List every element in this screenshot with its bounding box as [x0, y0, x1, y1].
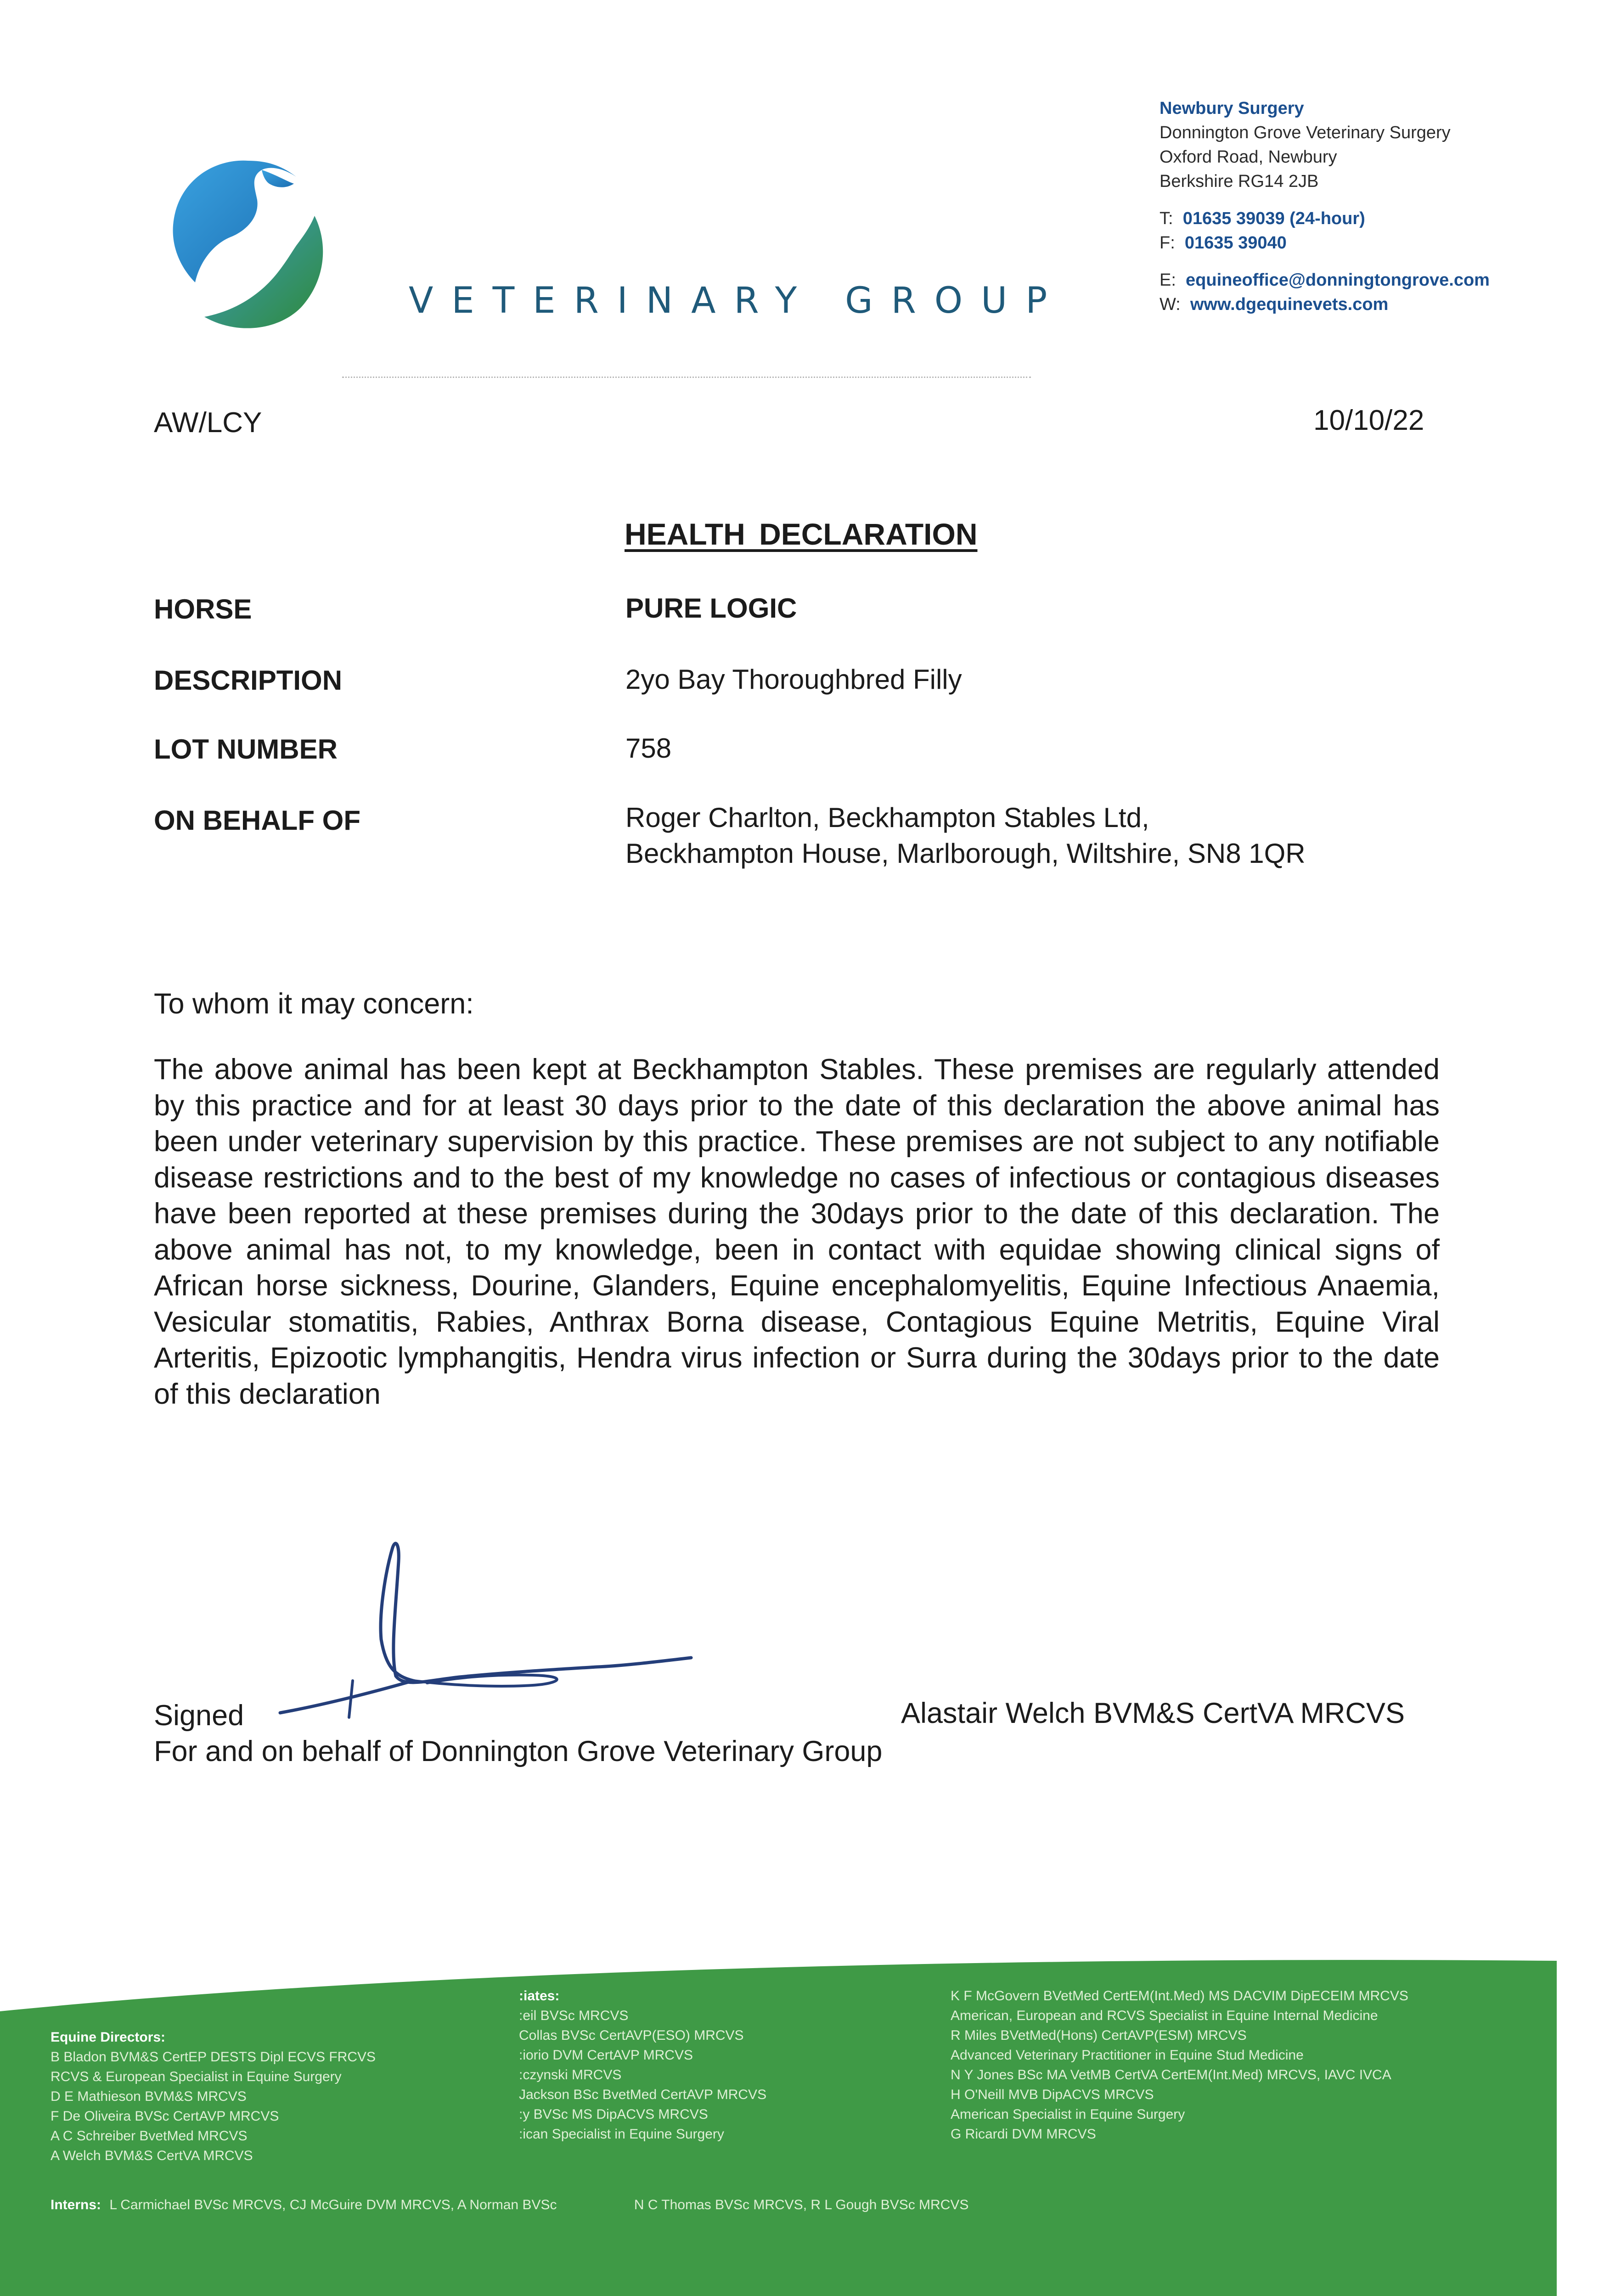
address-line-1: Donnington Grove Veterinary Surgery	[1160, 123, 1451, 142]
associate-1: :eil BVSc MRCVS	[519, 2008, 629, 2023]
telephone-number: 01635 39039 (24-hour)	[1182, 209, 1365, 228]
reference: AW/LCY	[154, 407, 262, 439]
contact-block	[1160, 96, 1564, 317]
document-date: 10/10/22	[1313, 405, 1424, 436]
handwritten-signature	[276, 1529, 698, 1727]
associate-3: :iorio DVM CertAVP MRCVS	[519, 2048, 693, 2063]
associate-8: K F McGovern BVetMed CertEM(Int.Med) MS DACVIM DipECEIM MRCVS	[951, 1988, 1408, 2003]
on-behalf-of-label: ON BEHALF OF	[154, 805, 360, 836]
description-label: DESCRIPTION	[154, 665, 343, 696]
interns-list-1: L Carmichael BVSc MRCVS, CJ McGuire DVM MRCVS, A Norman BVSc	[109, 2197, 557, 2212]
horse-label: HORSE	[154, 594, 252, 625]
salutation: To whom it may concern:	[154, 988, 474, 1020]
on-behalf-of-line-1: Roger Charlton, Beckhampton Stables Ltd,	[625, 802, 1149, 833]
web-line: W: www.dgequinevets.com	[1160, 295, 1389, 314]
veterinary-group-logo	[163, 156, 342, 335]
associate-10: N Y Jones BSc MA VetMB CertVA CertEM(Int.Med) MRCVS, IAVC IVCA	[951, 2067, 1391, 2082]
director-1: B Bladon BVM&S CertEP DESTS Dipl ECVS FRCVS	[51, 2049, 376, 2065]
director-2: D E Mathieson BVM&S MRCVS	[51, 2089, 247, 2104]
lot-number-label: LOT NUMBER	[154, 734, 338, 765]
fax-number: 01635 39040	[1184, 233, 1287, 253]
director-4: A C Schreiber BvetMed MRCVS	[51, 2128, 248, 2144]
director-5: A Welch BVM&S CertVA MRCVS	[51, 2148, 253, 2163]
associate-8-specialty: American, European and RCVS Specialist in Equine Internal Medicine	[951, 2008, 1378, 2023]
associate-5: Jackson BSc BvetMed CertAVP MRCVS	[519, 2087, 767, 2102]
footer-associates	[519, 1986, 877, 2144]
associate-11-specialty: American Specialist in Equine Surgery	[951, 2107, 1185, 2122]
telephone-line: T: 01635 39039 (24-hour)	[1160, 209, 1365, 228]
director-1-specialty: RCVS & European Specialist in Equine Surgery	[51, 2069, 342, 2084]
address-line-2: Oxford Road, Newbury	[1160, 147, 1337, 167]
email-line: E: equineoffice@donningtongrove.com	[1160, 270, 1490, 290]
associate-9-specialty: Advanced Veterinary Practitioner in Equine Stud Medicine	[951, 2048, 1304, 2063]
on-behalf-line: For and on behalf of Donnington Grove Veterinary Group	[154, 1735, 883, 1767]
document-title: HEALTH DECLARATION	[625, 517, 978, 551]
horse-value: PURE LOGIC	[625, 593, 797, 624]
on-behalf-of-line-2: Beckhampton House, Marlborough, Wiltshire, SN8 1QR	[625, 838, 1306, 869]
website-link[interactable]: www.dgequinevets.com	[1190, 295, 1389, 314]
associate-11: H O'Neill MVB DipACVS MRCVS	[951, 2087, 1154, 2102]
description-value: 2yo Bay Thoroughbred Filly	[625, 664, 962, 695]
directors-heading: Equine Directors:	[51, 2030, 166, 2045]
on-behalf-of-value	[625, 800, 1306, 872]
practice-name: Newbury Surgery	[1160, 99, 1304, 118]
director-3: F De Oliveira BVSc CertAVP MRCVS	[51, 2109, 279, 2124]
associate-9: R Miles BVetMed(Hons) CertAVP(ESM) MRCVS	[951, 2028, 1247, 2043]
associate-12: G Ricardi DVM MRCVS	[951, 2127, 1096, 2142]
signed-label: Signed	[154, 1699, 244, 1732]
signatory-name: Alastair Welch BVM&S CertVA MRCVS	[901, 1697, 1405, 1729]
address-line-3: Berkshire RG14 2JB	[1160, 172, 1319, 191]
associate-4: :czynski MRCVS	[519, 2067, 622, 2082]
associate-2: Collas BVSc CertAVP(ESO) MRCVS	[519, 2028, 744, 2043]
associate-7: :ican Specialist in Equine Surgery	[519, 2127, 724, 2142]
footer-interns	[51, 2195, 1520, 2215]
header-divider	[342, 377, 1031, 378]
footer-associates-2	[951, 1986, 1552, 2144]
fax-line: F: 01635 39040	[1160, 233, 1287, 253]
lot-number-value: 758	[625, 733, 672, 764]
declaration-body: The above animal has been kept at Beckhampton Stables. These premises are regularly attended by this practice and for at least 30 days prior to the date of this declaration the above animal has been under veterinary supervision by this practice. These premises are not subject to any notifiable disease restrictions and to the best of my knowledge no cases of infectious or contagious diseases have been reported at these premises during the 30days prior to the date of this declaration. The above animal has not, to my knowledge, been in contact with equidae showing clinical signs of African horse sickness, Dourine, Glanders, Equine encephalomyelitis, Equine Infectious Anaemia, Vesicular stomatitis, Rabies, Anthrax Borna disease, Contagious Equine Metritis, Equine Viral Arteritis, Epizootic lymphangitis, Hendra virus infection or Surra during the 30days prior to the date of this declaration	[154, 1053, 1440, 1410]
associates-heading: :iates:	[519, 1988, 560, 2003]
interns-list-2: N C Thomas BVSc MRCVS, R L Gough BVSc MRCVS	[634, 2197, 969, 2212]
group-name: VETERINARY GROUP	[409, 280, 1066, 321]
footer-directors	[51, 2027, 487, 2166]
interns-label: Interns:	[51, 2197, 101, 2212]
email-link[interactable]: equineoffice@donningtongrove.com	[1186, 270, 1490, 290]
associate-6: :y BVSc MS DipACVS MRCVS	[519, 2107, 708, 2122]
